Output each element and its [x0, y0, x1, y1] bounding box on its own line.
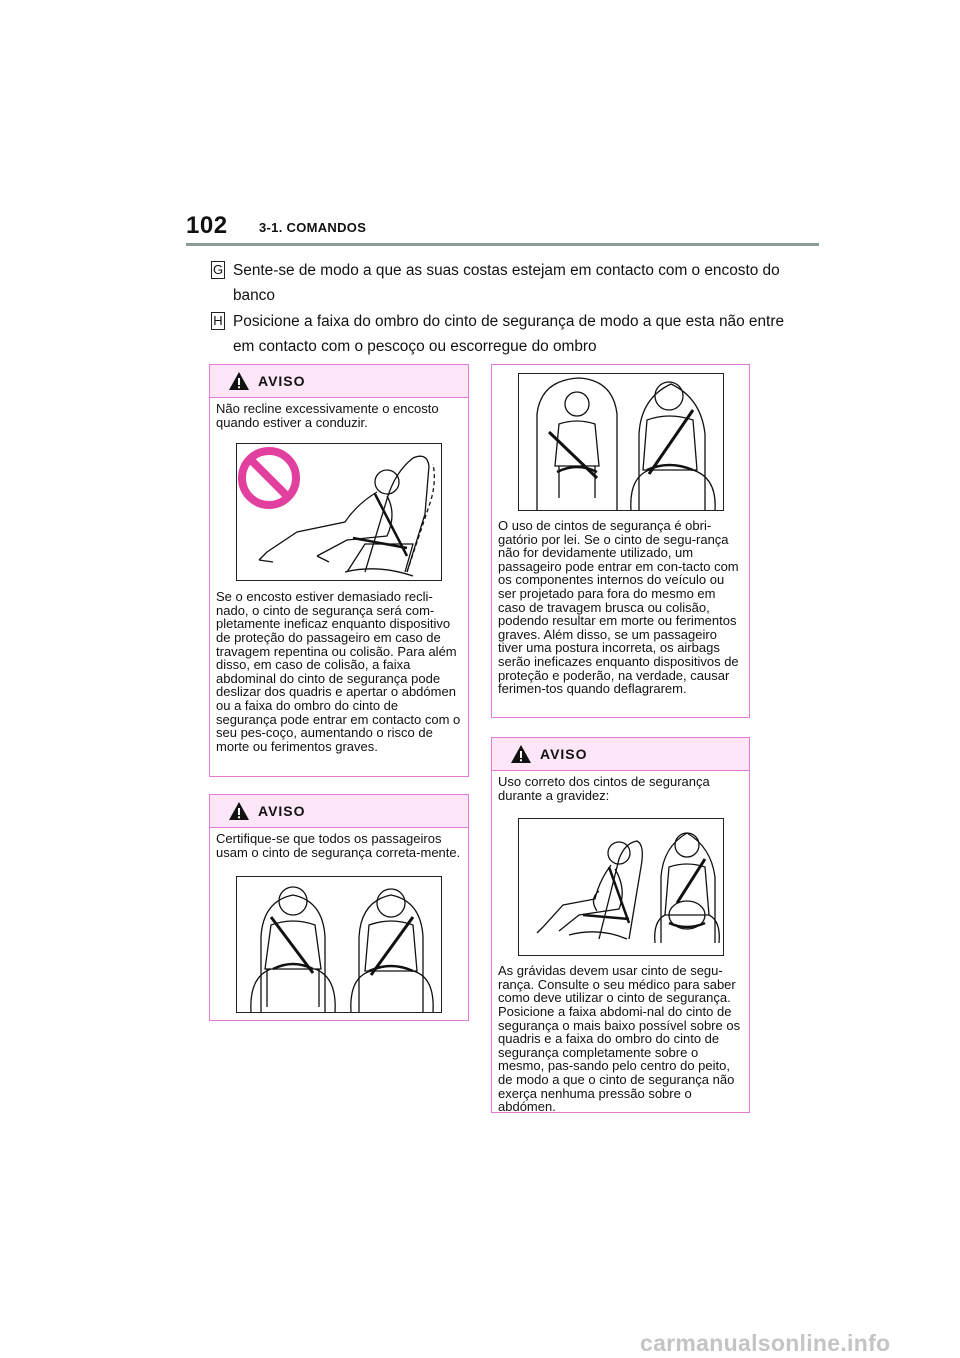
- figure-child-and-adult-belted: [518, 373, 724, 511]
- warning-label: AVISO: [540, 746, 588, 762]
- law-body: O uso de cintos de segurança é obri-gatório por lei. Se o cinto de segu-rança não for devidamente utilizado, um passageiro pode entrar em con-tacto com os componentes internos do veículo ou ser projetado para fora do mesmo em caso de travagem brusca ou colisão, podendo resultar em morte ou ferimentos graves. Além disso, se um passageiro tiver uma postura incorreta, os airbags serão ineficazes enquanto dispositivos de proteção e poderão, na verdade, causar ferimen-tos quando deflagrarem.: [498, 518, 739, 697]
- warning-icon: [510, 744, 532, 764]
- step-marker-h: H: [211, 312, 225, 330]
- prohibition-icon: [242, 451, 296, 505]
- step-marker-g: G: [212, 262, 224, 277]
- figure-two-belted-adults: [236, 876, 442, 1013]
- figure-pregnant-passenger: [518, 818, 724, 956]
- step-h-text: Posicione a faixa do ombro do cinto de segurança de modo a que esta não entre em contacto com o pescoço ou escorregue do ombro: [233, 313, 785, 355]
- warning-header: [492, 738, 749, 771]
- header-rule: [186, 243, 819, 246]
- warning-icon: [228, 371, 250, 391]
- warning-box-pregnancy: [491, 737, 750, 1113]
- warning-header: [210, 365, 468, 398]
- pregnancy-body: As grávidas devem usar cinto de segu-rança. Consulte o seu médico para saber como deve utilizar o cinto de segurança. Posicione a faixa abdomi-nal do cinto de segurança o mais baixo possível sobre os quadris e a faixa do ombro do cinto de segurança completamente sobre o mesmo, pas-sando pelo centro do peito, de modo a que o cinto de segurança não exerça nenhuma pressão sobre o abdómen.: [498, 963, 741, 1115]
- step-h: [211, 309, 791, 359]
- watermark: carmanualsonline.info: [640, 1330, 891, 1356]
- figure-reclined-seat: [236, 443, 442, 581]
- warning-box-all-passengers: [209, 794, 469, 1021]
- section-title: 3-1. COMANDOS: [259, 220, 367, 235]
- warning-box-law: [491, 364, 750, 718]
- recline-body: Se o encosto estiver demasiado recli-nado, o cinto de segurança será com-pletamente ineficaz enquanto dispositivo de proteção do passageiro em caso de travagem repentina ou colisão. Para além disso, em caso de colisão, a faixa abdominal do cinto de segurança pode deslizar dos quadris e apertar o abdómen ou a faixa do ombro do cinto de segurança pode entrar em contacto com o seu pes-coço, aumentando o risco de morte ou ferimentos graves.: [216, 589, 461, 754]
- warning-icon: [228, 801, 250, 821]
- page-number: 102: [186, 212, 228, 239]
- recline-intro: Não recline excessivamente o encosto quando estiver a conduzir.: [216, 401, 439, 430]
- warning-box-recline: [209, 364, 469, 777]
- step-g: [211, 258, 791, 308]
- warning-label: AVISO: [258, 803, 306, 819]
- all-passengers-intro: Certifique-se que todos os passageiros usam o cinto de segurança correta-mente.: [216, 831, 461, 860]
- pregnancy-intro: Uso correto dos cintos de segurança durante a gravidez:: [498, 774, 710, 803]
- warning-label: AVISO: [258, 373, 306, 389]
- warning-header: [210, 795, 468, 828]
- step-g-text: Sente-se de modo a que as suas costas estejam em contacto com o encosto do banco: [233, 262, 780, 304]
